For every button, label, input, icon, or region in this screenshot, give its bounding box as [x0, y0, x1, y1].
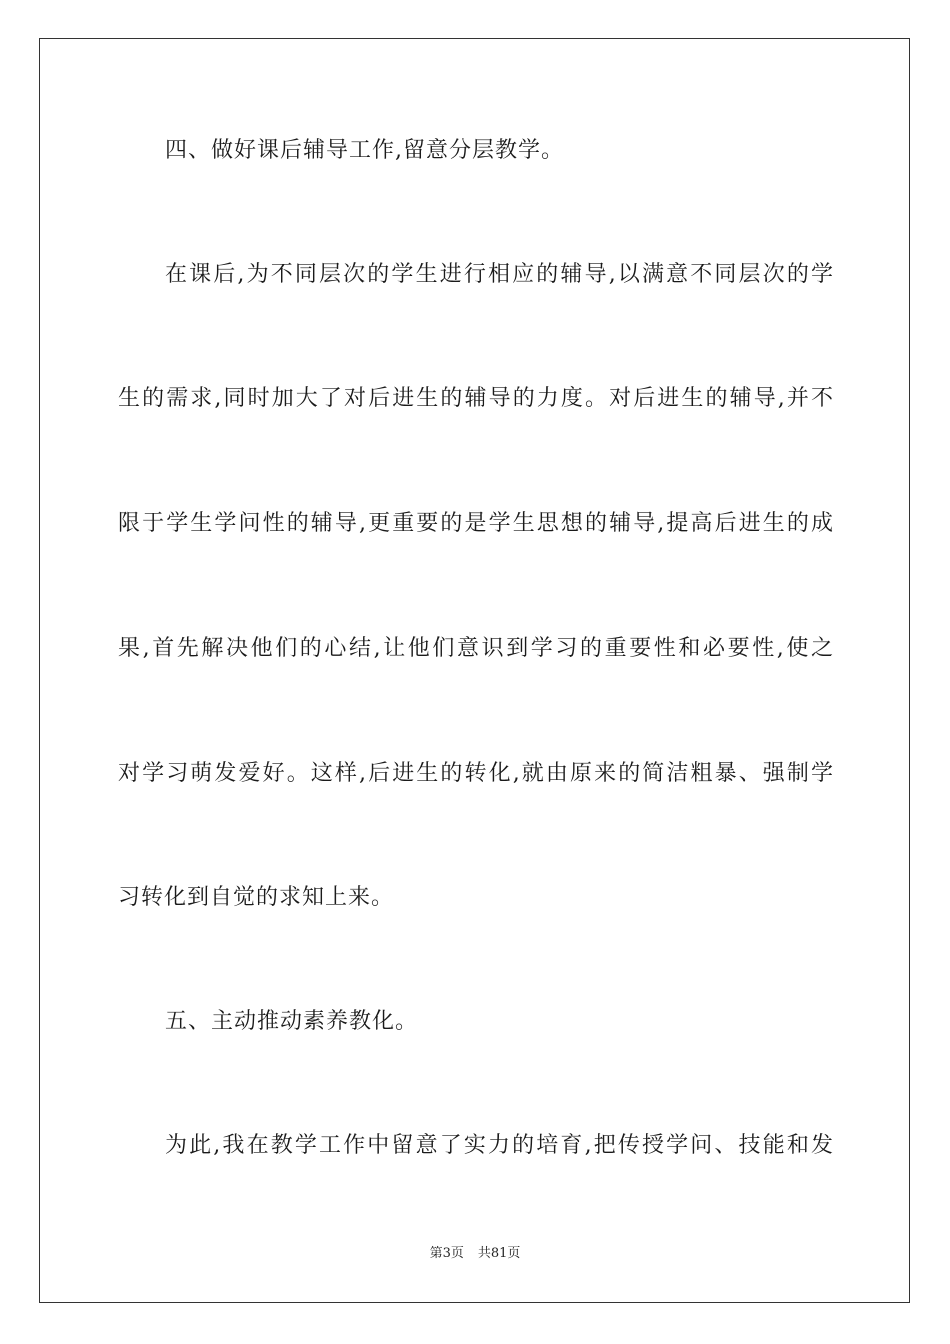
page-number: 第3页: [429, 1246, 464, 1261]
page-border: [39, 38, 910, 1303]
paragraph-line: 在课后,为不同层次的学生进行相应的辅导,以满意不同层次的学: [165, 262, 834, 287]
paragraph-line: 果,首先解决他们的心结,让他们意识到学习的重要性和必要性,使之: [118, 636, 834, 661]
heading-section-four: 四、做好课后辅导工作,留意分层教学。: [165, 138, 564, 163]
paragraph-line: 生的需求,同时加大了对后进生的辅导的力度。对后进生的辅导,并不: [118, 386, 834, 411]
paragraph-line: 限于学生学问性的辅导,更重要的是学生思想的辅导,提高后进生的成: [118, 511, 834, 536]
page-footer: [0, 1245, 950, 1263]
heading-section-five: 五、主动推动素养教化。: [165, 1009, 419, 1034]
paragraph-line: 习转化到自觉的求知上来。: [118, 885, 395, 910]
paragraph-line: 对学习萌发爱好。这样,后进生的转化,就由原来的简洁粗暴、强制学: [118, 761, 834, 786]
page-total: 共81页: [477, 1246, 521, 1261]
paragraph-line: 为此,我在教学工作中留意了实力的培育,把传授学问、技能和发: [165, 1133, 834, 1158]
